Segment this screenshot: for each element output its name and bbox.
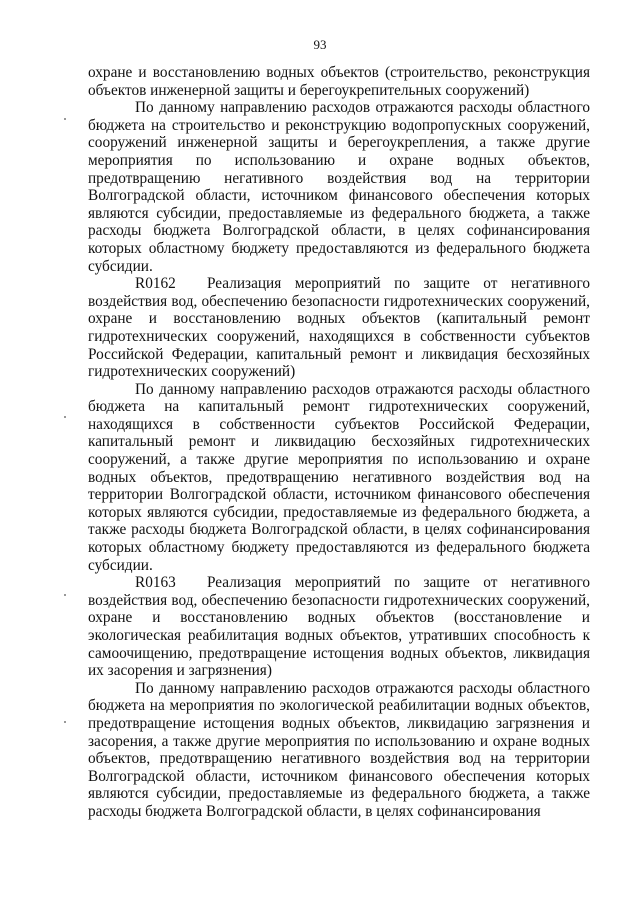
scan-speck <box>64 118 66 120</box>
budget-code: R0162 <box>135 275 176 293</box>
paragraph: По данному направлению расходов отражаются расходы областного бюджета на капитальный ремонт гидротехнических сооружений, находящихся в собственности субъектов Российской Федерации, капитальный ремонт и ликвидацию бесхозяйных гидротехнических сооружений, а также другие мероприятия по использованию и охране водных объектов, предотвращению негативного воздействия вод на территории Волгоградской области, источником финансового обеспечения которых являются субсидии, предоставляемые из федерального бюджета, а также расходы бюджета Волгоградской области, в целях софинансирования которых областному бюджету предоставляются из федерального бюджета субсидии. <box>88 380 590 574</box>
body-text <box>88 64 590 821</box>
scan-speck <box>64 594 66 596</box>
page-number: 93 <box>313 37 327 52</box>
code-paragraph-r0162 <box>88 275 590 381</box>
paragraph-continuation: охране и восстановлению водных объектов (строительство, реконструкция объектов инженерной защиты и берегоукрепительных сооружений) <box>88 64 590 99</box>
paragraph: По данному направлению расходов отражаются расходы областного бюджета на мероприятия по экологической реабилитации водных объектов, предотвращение истощения водных объектов, ликвидацию загрязнения и засорения, а также другие мероприятия по использованию и охране водных объектов, предотвращению негативного воздействия вод на территории Волгоградской области, источником финансового обеспечения которых являются субсидии, предоставляемые из федерального бюджета, а также расходы бюджета Волгоградской области, в целях софинансирования <box>88 679 590 820</box>
budget-code: R0163 <box>135 574 176 592</box>
paragraph: По данному направлению расходов отражаются расходы областного бюджета на строительство и реконструкцию водопропускных сооружений, сооружений инженерной защиты и берегоукрепления, а также другие мероприятия по использованию и охране водных объектов, предотвращению негативного воздействия вод на территории Волгоградской области, источником финансового обеспечения которых являются субсидии, предоставляемые из федерального бюджета, а также расходы бюджета Волгоградской области, в целях софинансирования которых областному бюджету предоставляются из федерального бюджета субсидии. <box>88 99 590 275</box>
code-paragraph-r0163 <box>88 574 590 680</box>
scan-speck <box>64 416 66 418</box>
scan-speck <box>64 721 66 723</box>
code-title: Реализация мероприятий по защите от негативного воздействия вод, обеспечению безопасности гидротехнических сооружений, охране и восстановлению водных объектов (восстановление и экологическая реабилитация водных объектов, утративших способность к самоочищению, предотвращение истощения водных объектов, ликвидация их засорения и загрязнения) <box>88 574 590 680</box>
code-title: Реализация мероприятий по защите от негативного воздействия вод, обеспечению безопасности гидротехнических сооружений, охране и восстановлению водных объектов (капитальный ремонт гидротехнических сооружений, находящихся в собственности субъектов Российской Федерации, капитальный ремонт и ликвидация бесхозяйных гидротехнических сооружений) <box>88 275 590 381</box>
